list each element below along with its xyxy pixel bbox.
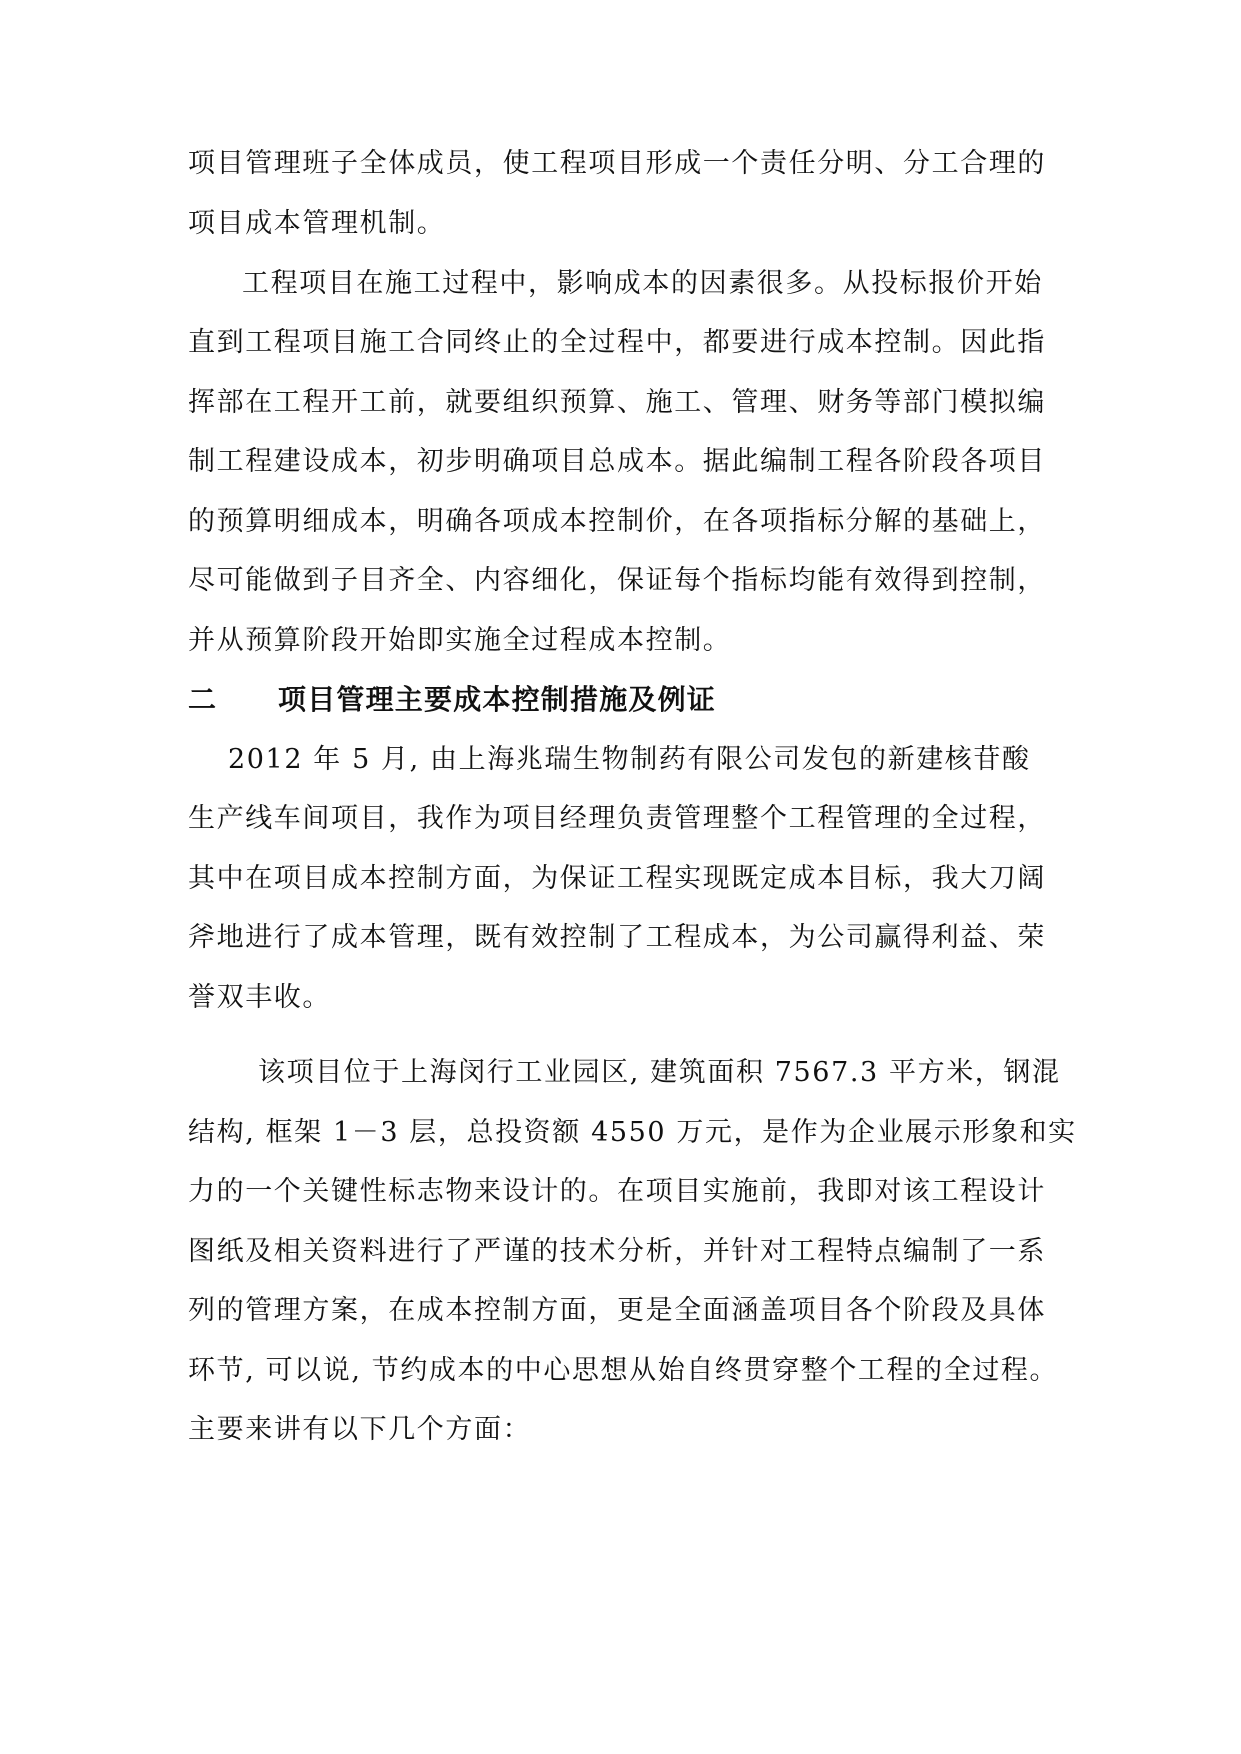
section-heading (188, 680, 716, 720)
text-line: 该项目位于上海闵行工业园区, 建筑面积 7567.3 平方米，钢混 (258, 1057, 1061, 1088)
text-line: 制工程建设成本，初步明确项目总成本。据此编制工程各阶段各项目 (188, 446, 1046, 477)
text-line: 主要来讲有以下几个方面： (188, 1414, 532, 1445)
text-line: 其中在项目成本控制方面，为保证工程实现既定成本目标，我大刀阔 (188, 863, 1046, 894)
section-title: 项目管理主要成本控制措施及例证 (278, 683, 717, 716)
text-line: 力的一个关键性标志物来设计的。在项目实施前，我即对该工程设计 (188, 1176, 1046, 1207)
text-line: 图纸及相关资料进行了严谨的技术分析，并针对工程特点编制了一系 (188, 1236, 1046, 1267)
text-line: 尽可能做到子目齐全、内容细化，保证每个指标均能有效得到控制， (188, 565, 1046, 596)
text-line: 挥部在工程开工前，就要组织预算、施工、管理、财务等部门模拟编 (188, 387, 1046, 418)
text-line: 2012 年 5 月, 由上海兆瑞生物制药有限公司发包的新建核苷酸 (228, 744, 1031, 775)
text-line: 生产线车间项目，我作为项目经理负责管理整个工程管理的全过程， (188, 803, 1046, 834)
section-number: 二 (188, 683, 218, 716)
text-line: 直到工程项目施工合同终止的全过程中，都要进行成本控制。因此指 (188, 327, 1046, 358)
text-line: 誉双丰收。 (188, 982, 331, 1013)
text-line: 列的管理方案，在成本控制方面，更是全面涵盖项目各个阶段及具体 (188, 1295, 1046, 1326)
text-line: 项目成本管理机制。 (188, 208, 446, 239)
text-line: 的预算明细成本，明确各项成本控制价，在各项指标分解的基础上， (188, 506, 1046, 537)
text-line: 工程项目在施工过程中，影响成本的因素很多。从投标报价开始 (242, 268, 1043, 299)
text-line: 结构, 框架 1－3 层，总投资额 4550 万元，是作为企业展示形象和实 (188, 1117, 1077, 1148)
text-line: 斧地进行了成本管理，既有效控制了工程成本，为公司赢得利益、荣 (188, 922, 1046, 953)
text-line: 环节, 可以说, 节约成本的中心思想从始自终贯穿整个工程的全过程。 (188, 1355, 1059, 1386)
text-line: 项目管理班子全体成员，使工程项目形成一个责任分明、分工合理的 (188, 148, 1046, 179)
text-line: 并从预算阶段开始即实施全过程成本控制。 (188, 625, 732, 656)
